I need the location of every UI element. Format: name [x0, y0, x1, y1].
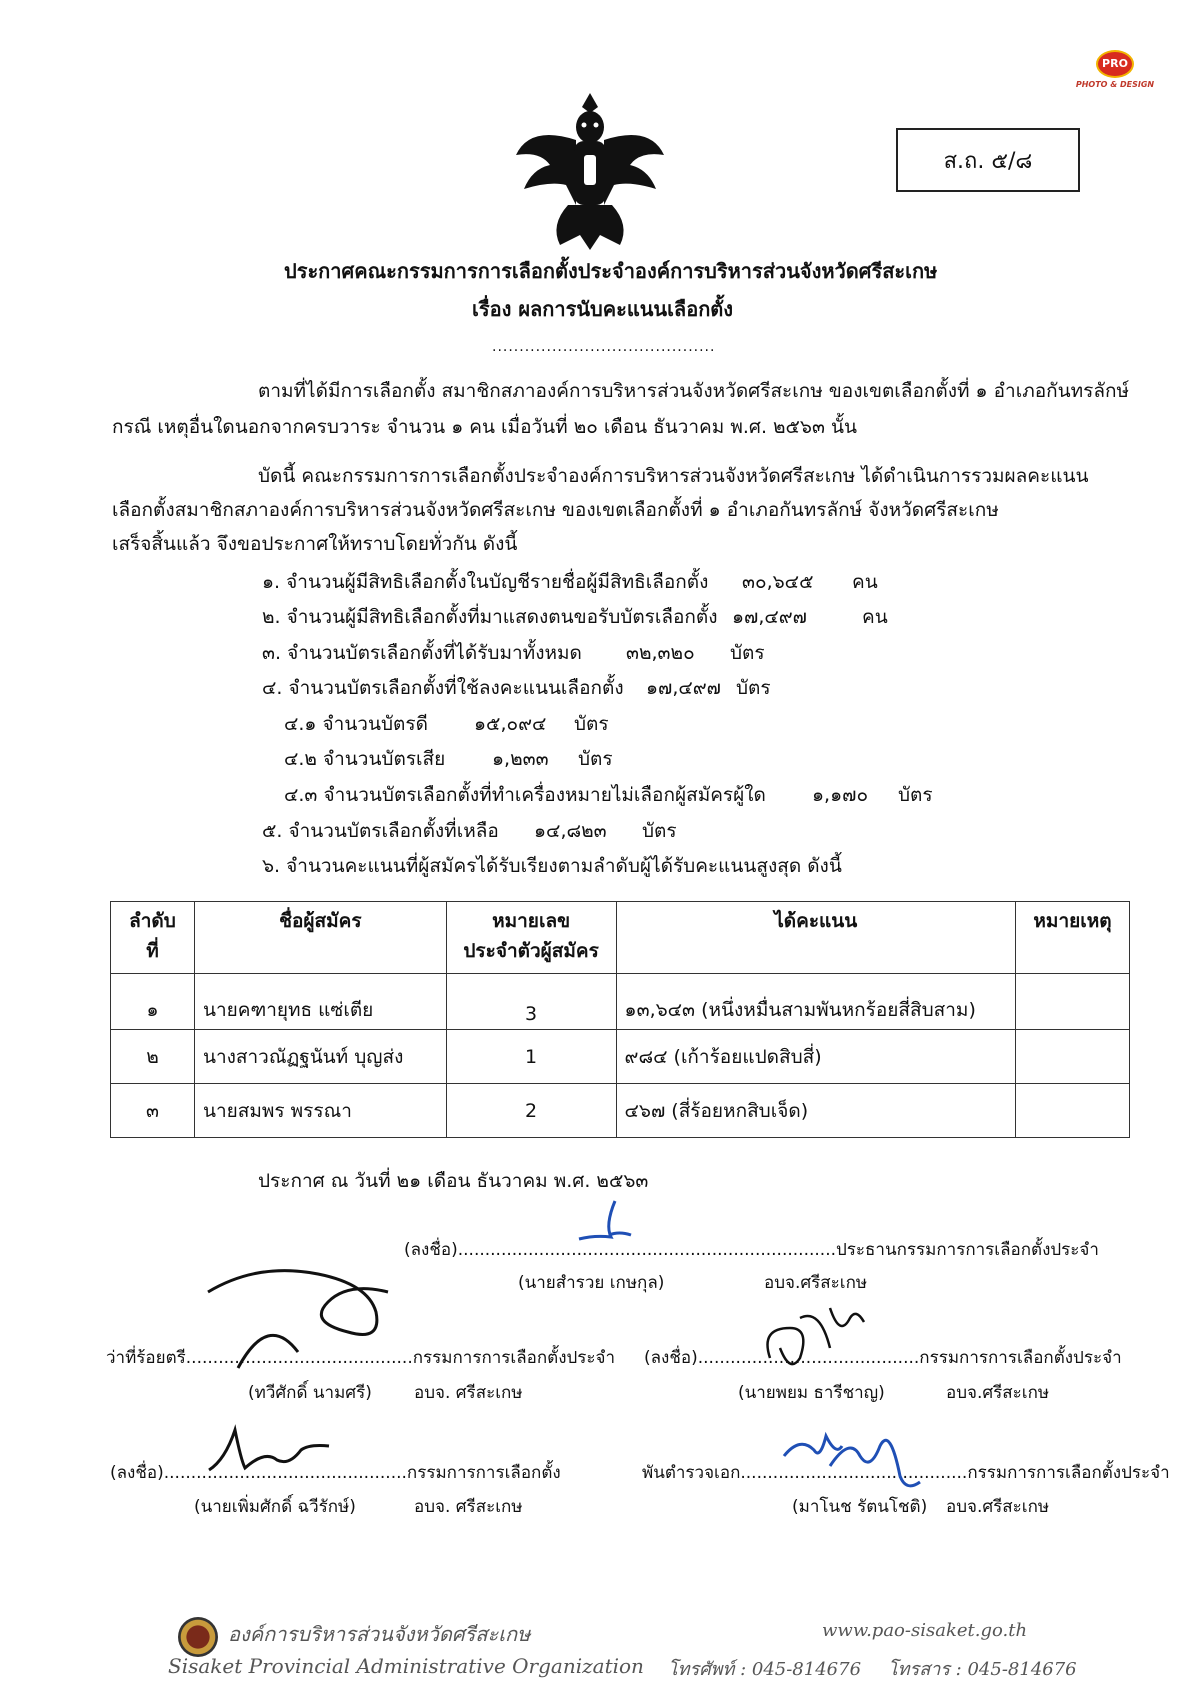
row-rank: ๒ [111, 1030, 195, 1084]
row-rank: ๓ [111, 1084, 195, 1138]
table-row [111, 1030, 1130, 1084]
item-1-value: ๓๐,๖๔๕ [742, 571, 814, 593]
row-name: นายคฑายุทธ แซ่เตีย [194, 974, 446, 1030]
para2-line2: เลือกตั้งสมาชิกสภาองค์การบริหารส่วนจังหวัดศรีสะเกษ ของเขตเลือกตั้งที่ ๑ อำเภอกันทรลักษ์ จังหวัดศรีสะเกษ [112, 499, 999, 521]
row-score: ๔๖๗ (สี่ร้อยหกสิบเจ็ด) [616, 1084, 1015, 1138]
item-2-label: ๒. จำนวนผู้มีสิทธิเลือกตั้งที่มาแสดงตนขอรับบัตรเลือกตั้ง [262, 606, 718, 628]
item-3-label: ๓. จำนวนบัตรเลือกตั้งที่ได้รับมาทั้งหมด [262, 642, 582, 664]
row-name: นายสมพร พรรณา [194, 1084, 446, 1138]
document-subject: เรื่อง ผลการนับคะแนนเลือกตั้ง [472, 297, 734, 321]
col-number-header: หมายเลข ประจำตัวผู้สมัคร [446, 902, 616, 974]
col-note-header: หมายเหตุ [1016, 902, 1130, 974]
item-4-2-value: ๑,๒๓๓ [492, 748, 549, 770]
member2-org: อบจ.ศรีสะเกษ [946, 1383, 1050, 1403]
item-4-3-value: ๑,๑๗๐ [812, 784, 869, 806]
para2-line1: บัดนี้ คณะกรรมการการเลือกตั้งประจำองค์การบริหารส่วนจังหวัดศรีสะเกษ ได้ดำเนินการรวมผลคะแนน [258, 465, 1089, 487]
photo-design-logo [1060, 50, 1170, 89]
announce-date: ประกาศ ณ วันที่ ๒๑ เดือน ธันวาคม พ.ศ. ๒๕๖๓ [258, 1170, 649, 1192]
para2-line3: เสร็จสิ้นแล้ว จึงขอประกาศให้ทราบโดยทั่วกัน ดังนี้ [112, 533, 518, 555]
garuda-emblem-icon [510, 85, 670, 255]
member2-name: (นายพยม ธารีชาญ) [738, 1383, 885, 1403]
table-header-row [111, 902, 1130, 974]
row-name: นางสาวณัฏฐนันท์ บุญส่ง [194, 1030, 446, 1084]
chair-signature-icon [575, 1195, 635, 1245]
item-5-label: ๕. จำนวนบัตรเลือกตั้งที่เหลือ [262, 820, 499, 842]
item-4-value: ๑๗,๔๙๗ [646, 677, 721, 699]
member3-org: อบจ. ศรีสะเกษ [414, 1497, 523, 1517]
row-score: ๙๘๔ (เก้าร้อยแปดสิบสี่) [616, 1030, 1015, 1084]
member1-name: (ทวีศักดิ์ นามศรี) [248, 1383, 372, 1403]
form-code: ส.ถ. ๕/๘ [943, 148, 1033, 174]
document-title: ประกาศคณะกรรมการการเลือกตั้งประจำองค์การบริหารส่วนจังหวัดศรีสะเกษ [284, 259, 938, 283]
chair-sign-line: (ลงชื่อ)......................................................................ประธานกรรมการการเลือกตั้งประจำ [404, 1240, 1099, 1260]
item-3-unit: บัตร [730, 642, 765, 664]
member4-org: อบจ.ศรีสะเกษ [946, 1497, 1050, 1517]
footer-fax: โทรสาร : 045-814676 [888, 1659, 1077, 1680]
item-4-1-unit: บัตร [574, 713, 609, 735]
form-code-box [896, 128, 1080, 192]
item-1-unit: คน [852, 571, 878, 593]
row-number: 2 [446, 1084, 616, 1138]
pro-logo-text: PHOTO & DESIGN [1075, 80, 1155, 89]
footer-website: www.pao-sisaket.go.th [822, 1620, 1028, 1641]
row-score: ๑๓,๖๔๓ (หนึ่งหมื่นสามพันหกร้อยสี่สิบสาม) [616, 974, 1015, 1030]
para1-line2: กรณี เหตุอื่นใดนอกจากครบวาระ จำนวน ๑ คน เมื่อวันที่ ๒๐ เดือน ธันวาคม พ.ศ. ๒๕๖๓ นั้น [112, 416, 857, 438]
item-4-1-value: ๑๕,๐๙๔ [474, 713, 547, 735]
member1-org: อบจ. ศรีสะเกษ [414, 1383, 523, 1403]
item-4-2-unit: บัตร [578, 748, 613, 770]
para1-line1: ตามที่ได้มีการเลือกตั้ง สมาชิกสภาองค์การบริหารส่วนจังหวัดศรีสะเกษ ของเขตเลือกตั้งที่ ๑ อำเภอกันทรลักษ์ [258, 380, 1130, 402]
pro-logo-mark: PRO [1096, 50, 1134, 78]
item-5-unit: บัตร [642, 820, 677, 842]
chair-org: อบจ.ศรีสะเกษ [764, 1273, 868, 1293]
item-4-3-unit: บัตร [898, 784, 933, 806]
member4-name: (มาโนช รัตนโชติ) [792, 1497, 928, 1517]
member3-sign-line: (ลงชื่อ).............................................กรรมการการเลือกตั้ง [110, 1463, 561, 1483]
item-4-unit: บัตร [736, 677, 771, 699]
row-number: 1 [446, 1030, 616, 1084]
footer-phone: โทรศัพท์ : 045-814676 [668, 1659, 862, 1680]
footer-org-en: Sisaket Provincial Administrative Organization [168, 1654, 644, 1678]
org-seal-icon [178, 1617, 218, 1657]
item-2-unit: คน [862, 606, 888, 628]
member4-signature-icon [780, 1416, 930, 1496]
title-rule: ......................................... [492, 339, 716, 355]
member3-name: (นายเพิ่มศักดิ์ ฉวีรักษ์) [194, 1497, 356, 1517]
table-row [111, 1084, 1130, 1138]
results-table [110, 901, 1130, 1138]
row-note [1016, 1084, 1130, 1138]
item-1-label: ๑. จำนวนผู้มีสิทธิเลือกตั้งในบัญชีรายชื่อผู้มีสิทธิเลือกตั้ง [262, 571, 709, 593]
row-rank: ๑ [111, 974, 195, 1030]
row-number: 3 [446, 974, 616, 1030]
item-5-value: ๑๔,๘๒๓ [534, 820, 607, 842]
col-rank-header: ลำดับ ที่ [111, 902, 195, 974]
table-row [111, 974, 1130, 1030]
member2-sign-line: (ลงชื่อ).........................................กรรมการการเลือกตั้งประจำ [644, 1348, 1122, 1368]
member1-signature-icon [198, 1262, 428, 1372]
member2-signature-icon [760, 1298, 870, 1378]
member1-sign-line: ว่าที่ร้อยตรี..........................................กรรมการการเลือกตั้งประจำ [106, 1348, 616, 1368]
member3-signature-icon [205, 1420, 335, 1480]
item-2-value: ๑๗,๔๙๗ [732, 606, 807, 628]
item-4-1-label: ๔.๑ จำนวนบัตรดี [284, 713, 428, 735]
item-4-2-label: ๔.๒ จำนวนบัตรเสีย [284, 748, 446, 770]
item-3-value: ๓๒,๓๒๐ [626, 642, 695, 664]
row-note [1016, 1030, 1130, 1084]
row-note [1016, 974, 1130, 1030]
col-name-header: ชื่อผู้สมัคร [194, 902, 446, 974]
chair-name: (นายสำรวย เกษกุล) [518, 1273, 665, 1293]
item-4-3-label: ๔.๓ จำนวนบัตรเลือกตั้งที่ทำเครื่องหมายไม่เลือกผู้สมัครผู้ใด [284, 784, 766, 806]
item-4-label: ๔. จำนวนบัตรเลือกตั้งที่ใช้ลงคะแนนเลือกตั้ง [262, 677, 624, 699]
footer-org-th: องค์การบริหารส่วนจังหวัดศรีสะเกษ [228, 1622, 531, 1646]
item-6-label: ๖. จำนวนคะแนนที่ผู้สมัครได้รับเรียงตามลำดับผู้ได้รับคะแนนสูงสุด ดังนี้ [262, 855, 842, 877]
col-score-header: ได้คะแนน [616, 902, 1015, 974]
member4-sign-line: พันตำรวจเอก..........................................กรรมการการเลือกตั้งประจำ [642, 1463, 1170, 1483]
